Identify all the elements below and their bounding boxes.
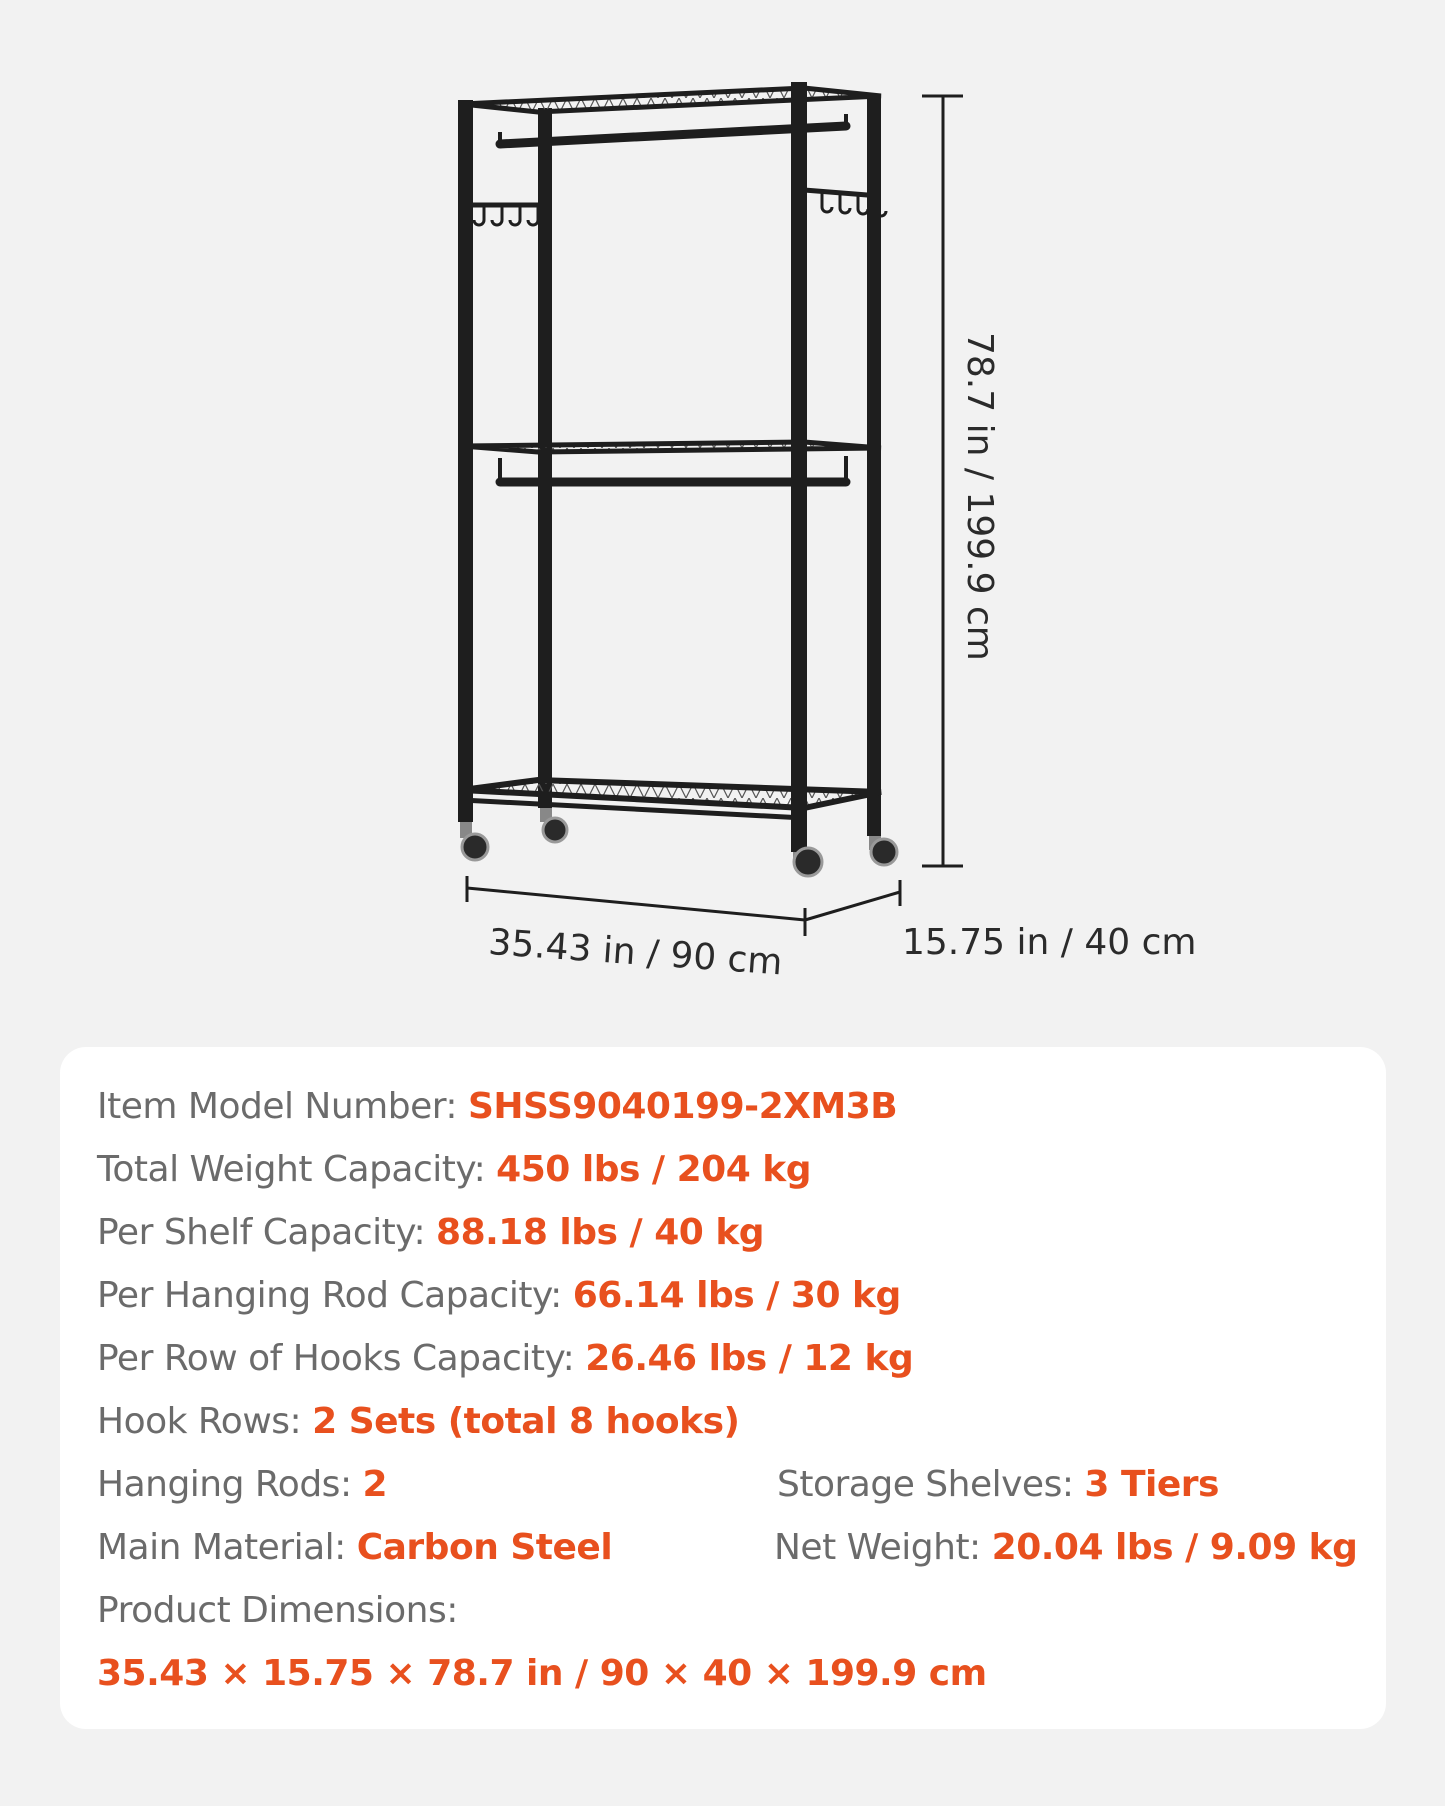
spec-value: 88.18 lbs / 40 kg (436, 1212, 765, 1253)
spec-label: Per Hanging Rod Capacity: (97, 1275, 573, 1316)
spec-label: Main Material: (97, 1527, 357, 1568)
spec-per-hanging-rod-capacity (97, 1274, 901, 1318)
spec-per-row-hooks-capacity (97, 1337, 913, 1381)
width-dimension-label: 35.43 in / 90 cm (487, 922, 784, 984)
height-dimension-label: 78.7 in / 199.9 cm (959, 332, 1000, 661)
caster-wheel-front-left (460, 822, 488, 860)
caster-wheel-back-right (869, 836, 897, 865)
caster-wheel-back-left (540, 808, 567, 842)
spec-product-dimensions-label (97, 1589, 458, 1633)
spec-card (60, 1047, 1386, 1729)
spec-label: Per Row of Hooks Capacity: (97, 1338, 586, 1379)
spec-value: Carbon Steel (356, 1527, 613, 1568)
spec-value: 450 lbs / 204 kg (496, 1149, 811, 1190)
spec-label: Storage Shelves: (777, 1464, 1085, 1505)
rack-middle-shelf (462, 442, 881, 452)
caster-wheel-front-right (793, 848, 822, 876)
spec-item-model-number (97, 1085, 897, 1129)
depth-dimension-line (805, 880, 900, 920)
spec-value: 2 (362, 1464, 388, 1505)
spec-value: 26.46 lbs / 12 kg (585, 1338, 914, 1379)
spec-label: Total Weight Capacity: (97, 1149, 497, 1190)
rack-front-right-post (791, 82, 807, 852)
spec-label: Per Shelf Capacity: (97, 1212, 437, 1253)
spec-per-shelf-capacity (97, 1211, 764, 1255)
height-dimension-line (922, 96, 963, 866)
spec-value: 2 Sets (total 8 hooks) (312, 1401, 740, 1442)
spec-value: 35.43 × 15.75 × 78.7 in / 90 × 40 × 199.9 cm (97, 1653, 987, 1694)
spec-hanging-rods (97, 1463, 387, 1507)
spec-storage-shelves (777, 1463, 1219, 1507)
depth-dimension-label: 15.75 in / 40 cm (902, 922, 1197, 963)
spec-main-material (97, 1526, 612, 1570)
spec-label: Hook Rows: (97, 1401, 313, 1442)
spec-value: 66.14 lbs / 30 kg (572, 1275, 901, 1316)
spec-value: SHSS9040199-2XM3B (467, 1086, 898, 1127)
rack-top-shelf (462, 88, 881, 112)
spec-label: Product Dimensions: (97, 1590, 458, 1631)
spec-hook-rows (97, 1400, 739, 1444)
spec-label: Hanging Rods: (97, 1464, 363, 1505)
rack-front-left-post (458, 100, 473, 822)
spec-label: Net Weight: (774, 1527, 992, 1568)
spec-value: 3 Tiers (1084, 1464, 1219, 1505)
spec-value: 20.04 lbs / 9.09 kg (991, 1527, 1358, 1568)
spec-total-weight-capacity (97, 1148, 811, 1192)
rack-back-left-post (538, 108, 552, 808)
spec-label: Item Model Number: (97, 1086, 468, 1127)
rack-left-hook-row (468, 205, 538, 225)
spec-product-dimensions-value (97, 1652, 987, 1696)
spec-net-weight (774, 1526, 1357, 1570)
rack-back-right-post (867, 96, 881, 836)
